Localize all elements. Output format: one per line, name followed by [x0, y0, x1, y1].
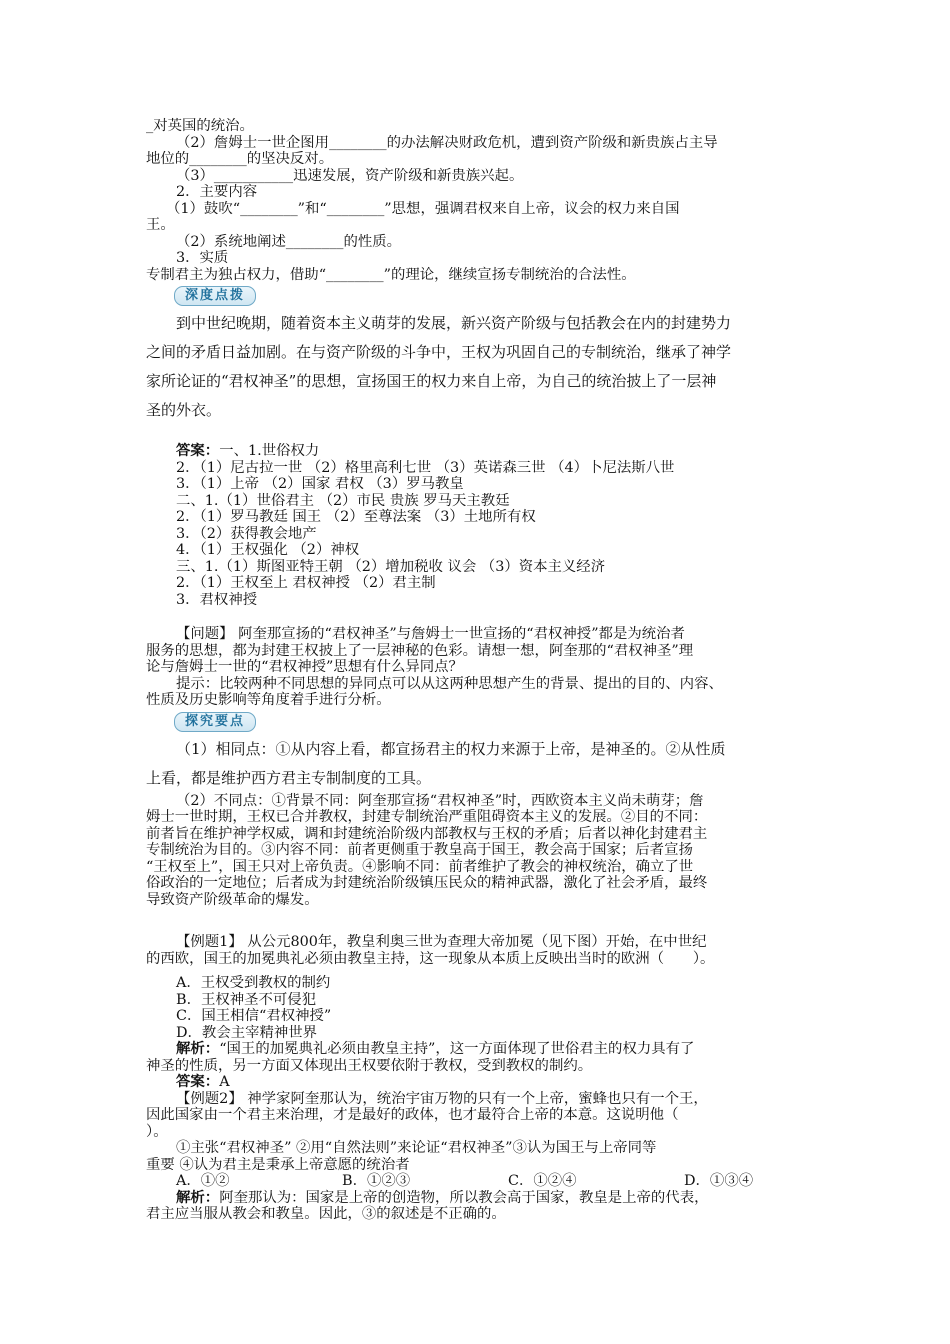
text-line: 【例题1】 从公元800年，教皇利奥三世为查理大帝加冕（见下图）开始，在中世纪	[176, 934, 707, 950]
text-line: 2．（1）王权至上 君权神授 （2）君主制	[176, 575, 436, 591]
text-line: 服务的思想，都为封建王权披上了一层神秘的色彩。请想一想，阿奎那的“君权神圣”理	[146, 642, 694, 659]
text-line: 姆士一世时期，王权已合并教权，封建专制统治严重阻碍资本主义的发展。②目的不同：	[146, 809, 708, 825]
text-line: 2．主要内容	[176, 184, 258, 200]
options-row	[146, 1173, 818, 1190]
text-line: 2．（1）罗马教廷 国王 （2）至尊法案 （3）土地所有权	[176, 509, 536, 525]
text-line: ）。	[146, 1123, 168, 1140]
text-line: （2）詹姆士一世企图用________的办法解决财政危机，遭到资产阶级和新贵族占主导	[176, 134, 718, 151]
text-line: 论与詹姆士一世的“君权神授”思想有什么异同点？	[146, 659, 463, 675]
text-line: （1）相同点：①从内容上看，都宣扬君主的权力来源于上帝，是神圣的。②从性质	[176, 739, 726, 758]
analysis-line	[146, 1041, 818, 1058]
text-line: 因此国家由一个君主来治理，才是最好的政体，也才最符合上帝的本意。这说明他（	[146, 1107, 679, 1123]
text-line: （2）系统地阐述________的性质。	[176, 233, 402, 250]
analysis-label: 解析：	[176, 1040, 220, 1057]
text-line: 专制统治为目的。③内容不同：前者更侧重于教皇高于国王，教会高于国家；后者宣扬	[146, 842, 693, 858]
text-line: ①主张“君权神圣” ②用“自然法则”来论证“君权神圣”③认为国王与上帝同等	[176, 1140, 657, 1156]
text-line: 【例题2】 神学家阿奎那认为，统治宇宙万物的只有一个上帝，蜜蜂也只有一个王，	[176, 1090, 708, 1107]
explore-same	[146, 735, 818, 793]
text-line: 神圣的性质，另一方面又体现出王权要依附于教权，受到教权的制约。	[146, 1057, 593, 1074]
text-line: （3）___________迅速发展，资产阶级和新贵族兴起。	[176, 167, 524, 184]
text-line: 4．（1）王权强化 （2）神权	[176, 542, 360, 558]
explore-banner: 探究要点	[174, 712, 256, 732]
text-line: 3．（1）上帝 （2）国家 君权 （3）罗马教皇	[176, 476, 464, 492]
text-line: 圣的外衣。	[146, 401, 222, 419]
text-line: 一、1.世俗权力	[219, 443, 320, 459]
answer-label: 答案：	[176, 1073, 220, 1090]
text-line: （1）鼓吹“________”和“________”思想，强调君权来自上帝，议会的权力来自国	[166, 200, 680, 217]
option-c: C．①②④	[508, 1173, 577, 1189]
text-line: 专制君主为独占权力，借助“________”的理论，继续宣扬专制统治的合法性。	[146, 266, 636, 283]
text-line: 二、1.（1）世俗君主 （2）市民 贵族 罗马天主教廷	[176, 492, 510, 509]
option-a: A．王权受到教权的制约	[176, 975, 331, 991]
option-d: D．教会主宰精神世界	[176, 1024, 318, 1041]
text-line: 导致资产阶级革命的爆发。	[146, 891, 319, 908]
answer-line	[146, 1074, 818, 1091]
option-c: C．国王相信“君权神授”	[176, 1008, 332, 1024]
text-line: 3．实质	[176, 250, 229, 266]
text-line: 3．君权神授	[176, 591, 258, 608]
text-line: 前者旨在维护神学权威，调和封建统治阶级内部教权与王权的矛盾；后者以神化封建君主	[146, 825, 708, 842]
analysis-line	[146, 1190, 818, 1207]
text-line: 重要 ④认为君主是秉承上帝意愿的统治者	[146, 1156, 410, 1173]
analysis-label: 解析：	[176, 1188, 220, 1206]
text-line: “国王的加冕典礼必须由教皇主持”，这一方面体现了世俗君主的权力具有了	[219, 1041, 695, 1057]
text-line: “王权至上”，国王只对上帝负责。④影响不同：前者维护了教会的神权统治，确立了世	[146, 858, 694, 875]
text-line: 之间的矛盾日益加剧。在与资产阶级的斗争中，王权为巩固自己的专制统治，继承了神学	[146, 343, 732, 361]
answers-first-line	[146, 443, 818, 460]
text-line: 俗政治的一定地位；后者成为封建统治阶级镇压民众的精神武器，激化了社会矛盾，最终	[146, 875, 708, 891]
answer-value: A	[219, 1074, 230, 1090]
text-line: 阿奎那认为：国家是上帝的创造物，所以教会高于国家，教皇是上帝的代表，	[219, 1189, 709, 1206]
option-b: B．王权神圣不可侵犯	[176, 991, 317, 1008]
text-line: 地位的________的坚决反对。	[146, 151, 334, 167]
text-line: 的西欧，国王的加冕典礼必须由教皇主持，这一现象从本质上反映出当时的欧洲（ ）。	[146, 950, 715, 967]
text-line: 性质及历史影响等角度着手进行分析。	[146, 692, 391, 708]
text-line: 家所论证的“君权神圣”的思想，宣扬国王的权力来自上帝，为自己的统治披上了一层神	[146, 372, 717, 390]
text-line: 3．（2）获得教会地产	[176, 525, 317, 542]
option-a: A．①②	[176, 1173, 230, 1189]
depth-paragraph	[146, 309, 818, 425]
text-line: 上看，都是维护西方君主专制制度的工具。	[146, 768, 432, 787]
text-line: 君主应当服从教会和教皇。因此，③的叙述是不正确的。	[146, 1206, 506, 1222]
text-line: _对英国的统治。	[146, 118, 254, 134]
option-d: D．①③④	[684, 1173, 754, 1189]
text-line: 到中世纪晚期，随着资本主义萌芽的发展，新兴资产阶级与包括教会在内的封建势力	[176, 314, 732, 332]
text-line: （2）不同点：①背景不同：阿奎那宣扬“君权神圣”时，西欧资本主义尚未萌芽；詹	[176, 792, 704, 809]
text-line: 【问题】 阿奎那宣扬的“君权神圣”与詹姆士一世宣扬的“君权神授”都是为统治者	[176, 626, 685, 642]
depth-banner: 深度点拨	[174, 286, 256, 306]
option-b: B．①②③	[342, 1173, 411, 1189]
document-page	[146, 118, 818, 1223]
text-line: 三、1.（1）斯图亚特王朝 （2）增加税收 议会 （3）资本主义经济	[176, 558, 606, 575]
text-line: 2．（1）尼古拉一世 （2）格里高利七世 （3）英诺森三世 （4）卜尼法斯八世	[176, 459, 675, 476]
text-line: 提示：比较两种不同思想的异同点可以从这两种思想产生的背景、提出的目的、内容、	[176, 675, 723, 692]
answers-label: 答案：	[176, 442, 220, 459]
text-line: 王。	[146, 217, 175, 233]
